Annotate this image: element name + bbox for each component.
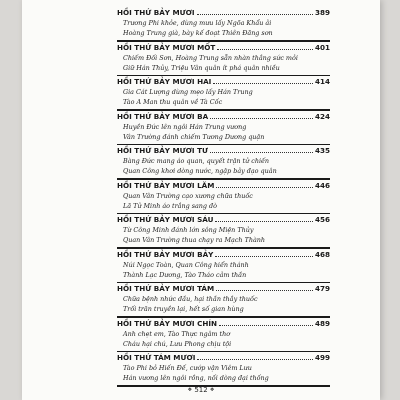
chapter-subtitle-line: Vân Trường đánh chiếm Tương Dương quận — [123, 132, 265, 141]
chapter-subtitle-line: Chữa bệnh nhức đầu, hại thần thầy thuốc — [123, 295, 258, 303]
chapter-subtitle-line: Giữ Hán Thủy, Triệu Vân quân ít phá quân nhiều — [123, 63, 280, 72]
chapter-subtitle-line: Từ Công Minh đánh lớn sông Miện Thủy — [123, 226, 254, 234]
chapter-heading — [117, 181, 330, 191]
chapter-title: HỒI THỨ BẢY MƯƠI LĂM — [117, 180, 215, 190]
toc-entry — [117, 112, 330, 147]
dot-leader — [210, 146, 313, 153]
ornament-right-icon: ❖ — [209, 387, 215, 393]
divider — [117, 40, 330, 42]
chapter-subtitle-line: Trối trăn truyền lại, hết số gian hùng — [123, 305, 244, 313]
chapter-title: HỒI THỨ BẢY MƯƠI BA — [117, 111, 209, 121]
chapter-heading — [117, 112, 330, 122]
toc-entry — [117, 284, 330, 319]
chapter-subtitle-line: Bàng Đức mang áo quan, quyết trận tử chiến — [123, 157, 270, 165]
divider — [117, 213, 330, 215]
divider — [117, 316, 330, 318]
chapter-title: HỒI THỨ BẢY MƯƠI HAI — [117, 77, 212, 86]
chapter-subtitle-line: Huyền Đức lên ngôi Hán Trung vương — [123, 122, 247, 131]
divider — [117, 75, 330, 77]
dot-leader — [197, 353, 313, 360]
chapter-heading — [117, 215, 330, 225]
chapter-page-number: 424 — [314, 111, 330, 121]
divider — [117, 178, 330, 180]
divider — [117, 282, 330, 284]
chapter-subtitle-line: Hán vương lên ngôi rồng, nối dòng đại thống — [123, 374, 269, 382]
chapter-subtitle-line: Lã Tử Minh áo trắng sang đò — [123, 201, 217, 210]
chapter-page-number: 499 — [314, 353, 330, 362]
chapter-subtitle-line: Trương Phi khỏe, dùng mưu lấy Ngõa Khẩu ải — [123, 19, 272, 27]
table-of-contents — [117, 8, 330, 388]
chapter-page-number: 414 — [314, 77, 330, 86]
chapter-page-number: 446 — [314, 180, 330, 190]
chapter-subtitle-line: Núi Ngọc Toàn, Quan Công hiển thánh — [123, 260, 249, 269]
chapter-title: HỒI THỨ BẢY MƯƠI MỐT — [117, 42, 216, 52]
chapter-page-number: 456 — [314, 215, 330, 224]
chapter-heading — [117, 8, 330, 18]
chapter-page-number: 401 — [314, 42, 330, 52]
toc-entry — [117, 8, 330, 43]
divider — [117, 247, 330, 249]
dot-leader — [217, 43, 313, 50]
chapter-subtitle-line: Hoàng Trung già, bày kế đoạt Thiên Đãng sơn — [123, 29, 273, 37]
toc-entry — [117, 215, 330, 250]
chapter-page-number: 435 — [314, 146, 330, 155]
chapter-page-number: 479 — [314, 284, 330, 293]
dot-leader — [219, 319, 313, 326]
chapter-heading — [117, 284, 330, 294]
dot-leader — [216, 181, 313, 188]
chapter-subtitle-line: Tào A Man thu quân về Tà Cốc — [123, 98, 223, 106]
chapter-title: HỒI THỨ BẢY MƯƠI TÁM — [117, 284, 215, 293]
chapter-title: HỒI THỨ BẢY MƯƠI BẢY — [117, 249, 214, 259]
chapter-subtitle-line: Gia Cát Lượng dùng mẹo lấy Hán Trung — [123, 88, 253, 96]
chapter-page-number: 489 — [314, 318, 330, 328]
chapter-heading — [117, 319, 330, 329]
chapter-subtitle-line: Thành Lạc Dương, Tào Tháo cảm thần — [123, 270, 247, 279]
dot-leader — [215, 250, 313, 257]
chapter-heading — [117, 43, 330, 53]
chapter-subtitle-line: Quan Vân Trường cạo xương chữa thuốc — [123, 191, 253, 200]
chapter-heading — [117, 250, 330, 260]
page-number: 512 — [194, 386, 208, 394]
chapter-heading — [117, 146, 330, 156]
chapter-subtitle-line: Tào Phi bỏ Hiến Đế, cướp vận Viêm Lưu — [123, 364, 252, 372]
toc-entry — [117, 146, 330, 181]
chapter-subtitle-line: Quan Công khơi dòng nước, ngập bảy đạo quân — [123, 167, 277, 175]
chapter-title: HỒI THỨ BẢY MƯƠI CHÍN — [117, 318, 218, 328]
chapter-title: HỒI THỨ BẢY MƯƠI — [117, 8, 195, 17]
divider — [117, 144, 330, 146]
chapter-subtitle-line: Cháu hại chú, Lưu Phong chịu tội — [123, 339, 232, 348]
toc-entry — [117, 181, 330, 216]
divider — [117, 351, 330, 353]
toc-entry — [117, 353, 330, 388]
toc-entry — [117, 250, 330, 285]
chapter-page-number: 389 — [314, 8, 330, 17]
toc-entry — [117, 43, 330, 78]
page-footer — [22, 386, 380, 394]
dot-leader — [210, 112, 313, 119]
toc-entry — [117, 77, 330, 112]
dot-leader — [216, 284, 313, 291]
dot-leader — [213, 77, 313, 84]
divider — [117, 109, 330, 111]
chapter-page-number: 468 — [314, 249, 330, 259]
chapter-subtitle-line: Anh chẹt em, Tào Thực ngâm thơ — [123, 329, 231, 338]
book-page — [22, 0, 380, 400]
toc-entry — [117, 319, 330, 354]
chapter-subtitle-line: Chiếm Đối Sơn, Hoàng Trung sẵn nhàn thắng sức mỏi — [123, 53, 298, 62]
chapter-heading — [117, 77, 330, 87]
chapter-subtitle-line: Quan Vân Trường thua chạy ra Mạch Thành — [123, 236, 266, 244]
chapter-title: HỒI THỨ BẢY MƯƠI SÁU — [117, 215, 214, 224]
dot-leader — [215, 215, 313, 222]
dot-leader — [197, 8, 313, 15]
chapter-title: HỒI THỨ TÁM MƯƠI — [117, 353, 196, 362]
chapter-heading — [117, 353, 330, 363]
chapter-title: HỒI THỨ BẢY MƯƠI TƯ — [117, 146, 208, 155]
ornament-left-icon: ❖ — [187, 387, 193, 393]
